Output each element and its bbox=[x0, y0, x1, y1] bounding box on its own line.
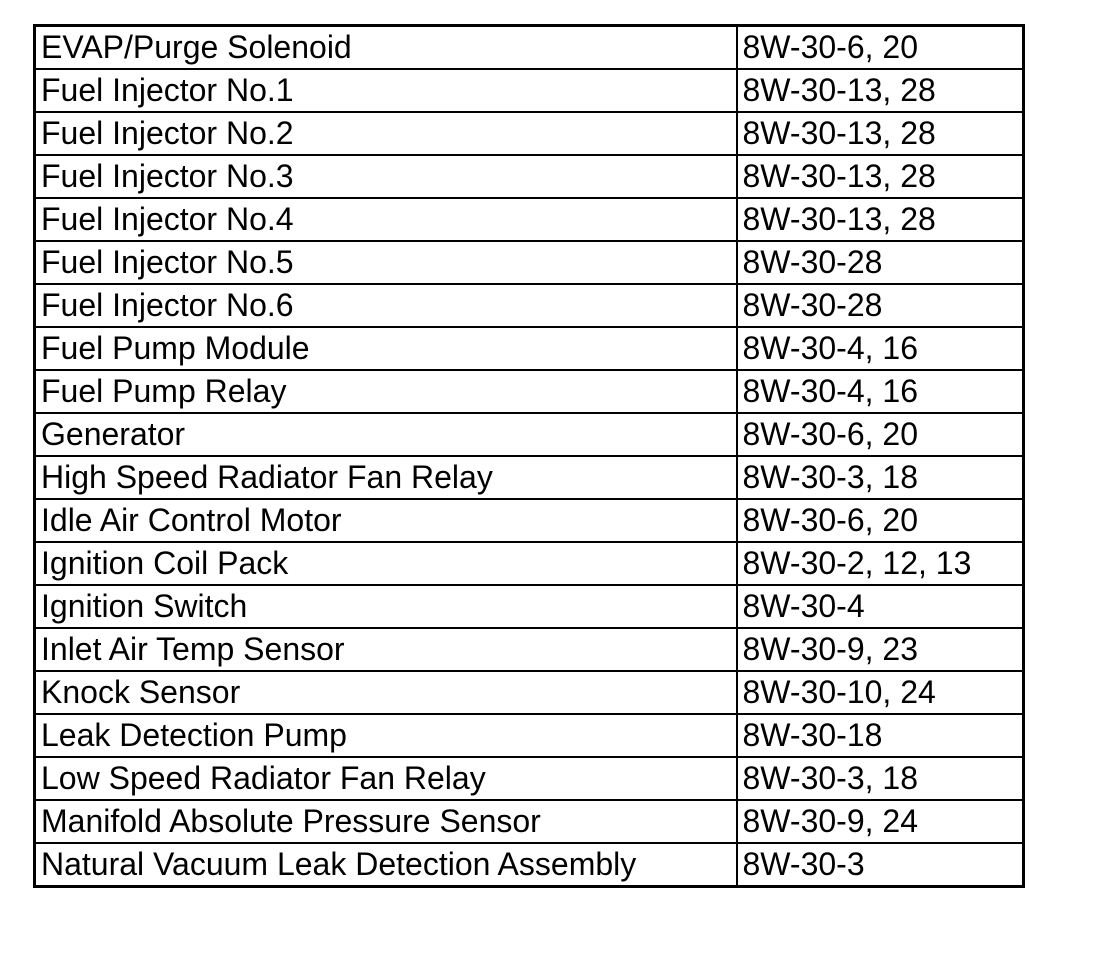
table-row bbox=[35, 671, 1024, 714]
component-name-cell: Ignition Switch bbox=[35, 585, 737, 628]
reference-cell: 8W-30-13, 28 bbox=[737, 69, 1024, 112]
reference-cell: 8W-30-3, 18 bbox=[737, 456, 1024, 499]
component-name-cell: Leak Detection Pump bbox=[35, 714, 737, 757]
component-name-cell: Idle Air Control Motor bbox=[35, 499, 737, 542]
table-row bbox=[35, 327, 1024, 370]
table-row bbox=[35, 413, 1024, 456]
reference-cell: 8W-30-28 bbox=[737, 241, 1024, 284]
component-name-cell: Generator bbox=[35, 413, 737, 456]
component-name-cell: Fuel Pump Module bbox=[35, 327, 737, 370]
component-name-cell: Fuel Injector No.5 bbox=[35, 241, 737, 284]
table-row bbox=[35, 370, 1024, 413]
reference-cell: 8W-30-18 bbox=[737, 714, 1024, 757]
table-body bbox=[35, 26, 1024, 887]
reference-cell: 8W-30-13, 28 bbox=[737, 112, 1024, 155]
reference-cell: 8W-30-9, 24 bbox=[737, 800, 1024, 843]
reference-cell: 8W-30-3, 18 bbox=[737, 757, 1024, 800]
component-name-cell: EVAP/Purge Solenoid bbox=[35, 26, 737, 70]
component-name-cell: Inlet Air Temp Sensor bbox=[35, 628, 737, 671]
reference-cell: 8W-30-6, 20 bbox=[737, 413, 1024, 456]
table-row bbox=[35, 843, 1024, 887]
reference-cell: 8W-30-4 bbox=[737, 585, 1024, 628]
table-row bbox=[35, 198, 1024, 241]
component-name-cell: High Speed Radiator Fan Relay bbox=[35, 456, 737, 499]
reference-cell: 8W-30-13, 28 bbox=[737, 155, 1024, 198]
component-name-cell: Fuel Injector No.6 bbox=[35, 284, 737, 327]
reference-cell: 8W-30-13, 28 bbox=[737, 198, 1024, 241]
reference-cell: 8W-30-2, 12, 13 bbox=[737, 542, 1024, 585]
component-name-cell: Knock Sensor bbox=[35, 671, 737, 714]
table-row bbox=[35, 800, 1024, 843]
component-name-cell: Natural Vacuum Leak Detection Assembly bbox=[35, 843, 737, 887]
table-row bbox=[35, 628, 1024, 671]
component-name-cell: Fuel Injector No.1 bbox=[35, 69, 737, 112]
table-row bbox=[35, 26, 1024, 70]
table-row bbox=[35, 69, 1024, 112]
component-name-cell: Fuel Pump Relay bbox=[35, 370, 737, 413]
reference-cell: 8W-30-3 bbox=[737, 843, 1024, 887]
component-name-cell: Ignition Coil Pack bbox=[35, 542, 737, 585]
table-row bbox=[35, 456, 1024, 499]
reference-cell: 8W-30-6, 20 bbox=[737, 26, 1024, 70]
reference-cell: 8W-30-9, 23 bbox=[737, 628, 1024, 671]
table-row bbox=[35, 757, 1024, 800]
component-name-cell: Low Speed Radiator Fan Relay bbox=[35, 757, 737, 800]
table-row bbox=[35, 112, 1024, 155]
table-row bbox=[35, 714, 1024, 757]
reference-cell: 8W-30-4, 16 bbox=[737, 370, 1024, 413]
table-row bbox=[35, 585, 1024, 628]
component-name-cell: Manifold Absolute Pressure Sensor bbox=[35, 800, 737, 843]
component-name-cell: Fuel Injector No.3 bbox=[35, 155, 737, 198]
table-row bbox=[35, 499, 1024, 542]
reference-cell: 8W-30-4, 16 bbox=[737, 327, 1024, 370]
table-row bbox=[35, 542, 1024, 585]
reference-cell: 8W-30-28 bbox=[737, 284, 1024, 327]
component-name-cell: Fuel Injector No.4 bbox=[35, 198, 737, 241]
table-row bbox=[35, 284, 1024, 327]
table-row bbox=[35, 241, 1024, 284]
table-row bbox=[35, 155, 1024, 198]
component-name-cell: Fuel Injector No.2 bbox=[35, 112, 737, 155]
component-reference-table bbox=[33, 24, 1025, 888]
reference-cell: 8W-30-6, 20 bbox=[737, 499, 1024, 542]
reference-cell: 8W-30-10, 24 bbox=[737, 671, 1024, 714]
